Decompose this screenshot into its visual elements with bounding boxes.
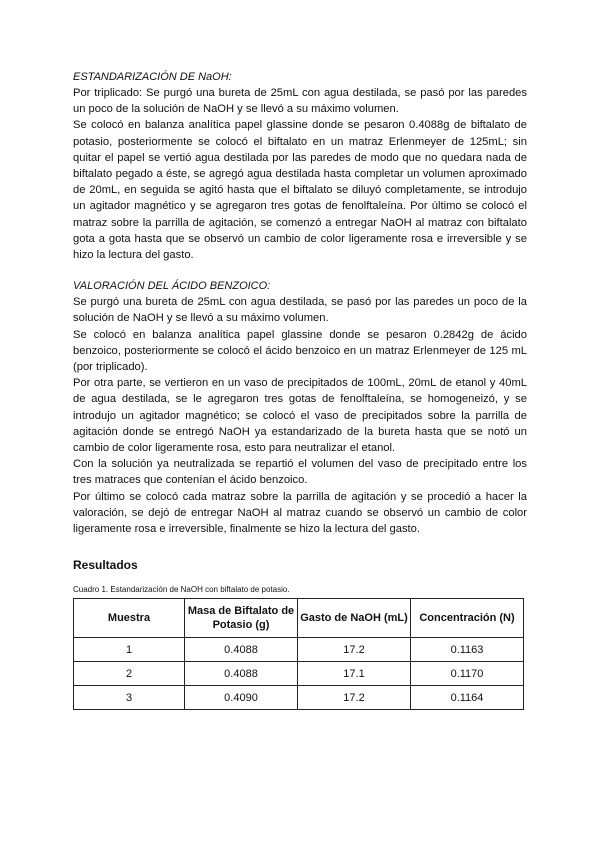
- cell-concentracion: 0.1170: [411, 662, 524, 686]
- paragraph: Por último se colocó cada matraz sobre la parrilla de agitación y se procedió a hacer la valoración, se dejó de entregar NaOH al matraz cuando se observó un cambio de color ligeramente rosa e irreversible, finalmente se hizo la lectura del gasto.: [73, 490, 527, 536]
- cell-masa: 0.4088: [185, 662, 298, 686]
- cell-concentracion: 0.1163: [411, 638, 524, 662]
- cell-gasto: 17.1: [298, 662, 411, 686]
- column-header-muestra: Muestra: [74, 599, 185, 638]
- cell-concentracion: 0.1164: [411, 686, 524, 710]
- cell-masa: 0.4088: [185, 638, 298, 662]
- cell-muestra: 1: [74, 638, 185, 662]
- cell-masa: 0.4090: [185, 686, 298, 710]
- cell-gasto: 17.2: [298, 638, 411, 662]
- cell-muestra: 3: [74, 686, 185, 710]
- section-heading-valoracion: VALORACIÓN DEL ÁCIDO BENZOICO:: [73, 280, 271, 293]
- section-heading-estandarizacion: ESTANDARIZACIÓN DE NaOH:: [73, 71, 232, 83]
- table-row: [74, 662, 524, 686]
- column-header-concentracion: Concentración (N): [411, 599, 524, 638]
- paragraph: Por otra parte, se vertieron en un vaso de precipitados de 100mL, 20mL de etanol y 40mL de agua destilada, se le agregaron tres gotas de fenolftaleína, se homogeneizó, y se introdujo un agitador magnético; se colocó el vaso de precipitados sobre la parrilla de agitación donde se entregó NaOH ya estandarizado de la bureta hasta que se notó un cambio de color ligeramente rosa, esto para neutralizar el etanol.: [73, 377, 527, 455]
- results-table: [73, 598, 524, 710]
- table-row: [74, 686, 524, 710]
- cell-gasto: 17.2: [298, 686, 411, 710]
- table-row: [74, 638, 524, 662]
- paragraph: Con la solución ya neutralizada se repartió el volumen del vaso de precipitado entre los tres matraces que contenían el ácido benzoico.: [73, 458, 527, 487]
- paragraph: Por triplicado: Se purgó una bureta de 25mL con agua destilada, se pasó por las paredes un poco de la solución de NaOH y se llevó a su máximo volumen.: [73, 87, 527, 116]
- paragraph: Se colocó en balanza analítica papel glassine donde se pesaron 0.4088g de biftalato de potasio, posteriormente se colocó el biftalato en un matraz Erlenmeyer de 125mL; sin quitar el papel se vertió agua destilada por las paredes de modo que no quedara nada de biftalato pegado a éste, se agregó agua destilada hasta completar un volumen aproximado de 20mL, en seguida se agitó hasta que el biftalato se diluyó completamente, se introdujo un agitador magnético y se agregaron tres gotas de fenolftaleína. Por último se colocó el matraz sobre la parrilla de agitación, se comenzó a entregar NaOH al matraz con biftalato gota a gota hasta que se observó un cambio de color ligeramente rosa e irreversible y se hizo la lectura del gasto.: [73, 119, 527, 262]
- paragraph: Se colocó en balanza analítica papel glassine donde se pesaron 0.2842g de ácido benzoico, posteriormente se colocó el ácido benzoico en un matraz Erlenmeyer de 125 mL (por triplicado).: [73, 328, 527, 374]
- cell-muestra: 2: [74, 662, 185, 686]
- paragraph: Se purgó una bureta de 25mL con agua destilada, se pasó por las paredes un poco de la solución de NaOH y se llevó a su máximo volumen.: [73, 296, 527, 325]
- document-page: [73, 70, 527, 710]
- table-header-row: [74, 599, 524, 638]
- column-header-masa: Masa de Biftalato de Potasio (g): [185, 599, 298, 638]
- table-caption: Cuadro 1. Estandarización de NaOH con biftalato de potasio.: [73, 585, 290, 595]
- column-header-gasto: Gasto de NaOH (mL): [298, 599, 411, 638]
- results-title: Resultados: [73, 558, 138, 573]
